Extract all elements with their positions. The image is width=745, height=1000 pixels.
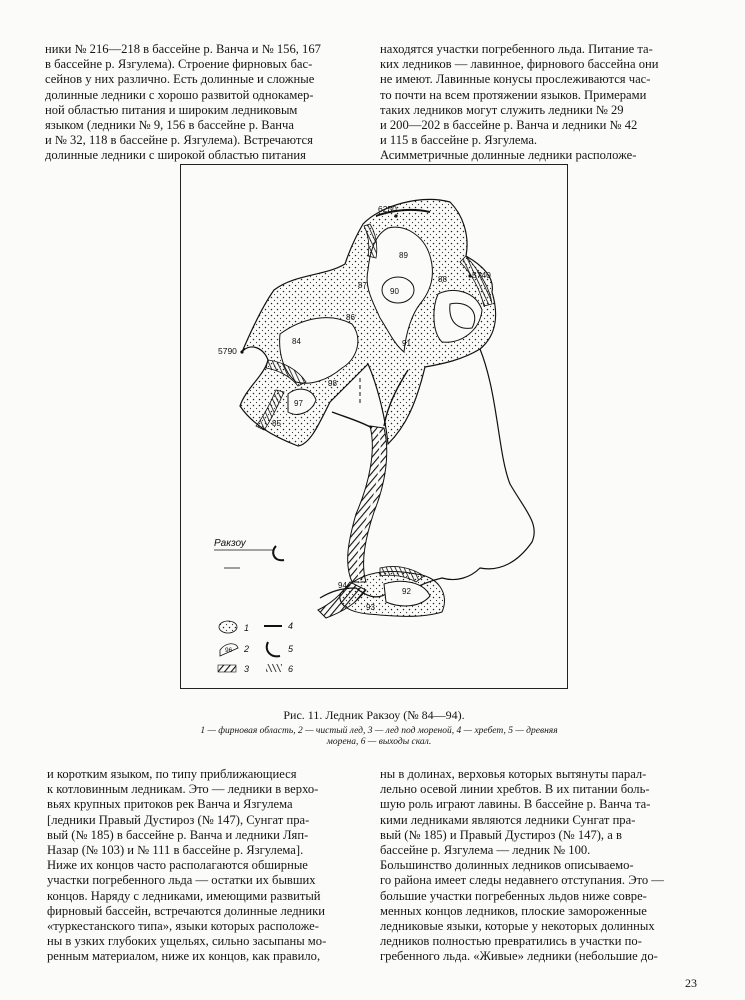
text-column-bottom-left: и коротким языком, по типу приближающиеся к котловинным ледникам. Это — ледники в верхо- вьях крупных притоков рек Ванча и Язгулема [ледники Правый Дустироз (№ 147), Сунгат пра- вый (№ 185) в бассейне р. Ванча и ледники Ляп- Назар (№ 103) и № 111 в бассейне р. Язгулема]. Ниже их концов часто располагаются обширные участки погребенного льда — остатки их бывших концов. Наряду с ледниками, имеющими развитый фирновый бассейн, встречаются долинные ледники «туркестанского типа», языки которых расположе- ны в узких глубоких ущельях, сильно засыпаны мо- ренным материалом, ниже их концов, как правило, [47, 767, 327, 964]
glacier-number: 86 [346, 313, 355, 322]
legend-number: 1 [244, 623, 250, 633]
text-column-top-right: находятся участки погребенного льда. Питание та- ких ледников — лавинное, фирнового бассейна они не имеют. Лавинные конусы прослеживаются час- то почти на всем протяжении языков. Примерами таких ледников могут служить ледники № 29 и 200—202 в бассейне р. Ванча и ледники № 42 и 115 в бассейне р. Язгулема. Асимметричные долинные ледники расположе- [380, 42, 659, 163]
legend-number: 5 [288, 644, 294, 654]
legend-swatch-ancient-moraine [267, 642, 280, 656]
glacier-number: 97 [294, 399, 303, 408]
figure-legend-text: 1 — фирновая область, 2 — чистый лед, 3 — лед под мореной, 4 — хребет, 5 — древняя морена, 6 — выходы скал. [200, 726, 558, 747]
page-number: 23 [685, 976, 697, 990]
glacier-number: 85 [272, 419, 281, 428]
legend-number: 6 [288, 664, 294, 674]
map-legend [218, 621, 294, 674]
glacier-number: 84 [292, 337, 301, 346]
ice-stream-left [332, 412, 372, 428]
legend-number: 4 [288, 621, 294, 631]
peak-label: 5740 [472, 270, 491, 280]
text-column-top-left: ники № 216—218 в бассейне р. Ванча и № 156, 167 в бассейне р. Язгулема). Строение фирновых бас- сейнов у них различно. Есть долинные и сложные долинные ледники с хорошо развитой однокамер- ной областью питания и широким ледниковым языком (ледники № 9, 156 в бассейне р. Ванча и № 32, 118 в бассейне р. Язгулема). Встречаются долинные ледники с широкой областью питания [45, 42, 321, 163]
legend-number: 2 [244, 644, 250, 654]
glacier-number: 88 [438, 275, 447, 284]
glacier-number: 92 [402, 587, 411, 596]
legend-swatch-moraine [218, 665, 236, 672]
glacier-number: 87 [358, 281, 367, 290]
river-label: Ракзоу [214, 538, 246, 549]
legend-swatch-rock [266, 664, 282, 672]
ancient-moraine-arc [273, 546, 284, 560]
glacier-number: 98 [328, 379, 337, 388]
legend-sample-number: 96 [225, 647, 233, 654]
glacier-number: 90 [390, 287, 399, 296]
text-column-bottom-right: ны в долинах, верховья которых вытянуты парал- лельно осевой линии хребтов. В их питании боль- шую роль играют лавины. В бассейне р. Ванча та- кими ледниками являются ледники Сунгат пра- вый (№ 185) и Правый Дустироз (№ 147), а в бассейне р. Язгулема — ледник № 100. Большинство долинных ледников описываемо- го района имеет следы недавнего отступания. Это — большие участки погребенных льдов ниже совре- менных концов ледников, плоские замороженные ледниковые языки, которые у некоторых долинных ледников полностью превратились в участки по- гребенного льда. «Живые» ледники (небольшие до- [380, 767, 664, 964]
figure-caption: Рис. 11. Ледник Ракзоу (№ 84—94). [283, 708, 465, 722]
glacier-number: 94 [338, 581, 347, 590]
legend-number: 3 [244, 664, 250, 674]
peak-marker [394, 214, 397, 217]
peak-label: 6250 [378, 204, 397, 214]
peak-marker [468, 274, 471, 277]
peak-label: 5790 [218, 346, 237, 356]
legend-swatch-firn [219, 621, 237, 633]
glacier-number: 93 [366, 603, 375, 612]
glacier-number: 91 [402, 339, 411, 348]
main-tongue [348, 426, 387, 582]
glacier-number: 89 [399, 251, 408, 260]
glacier-map [180, 164, 568, 689]
peak-marker [240, 350, 243, 353]
